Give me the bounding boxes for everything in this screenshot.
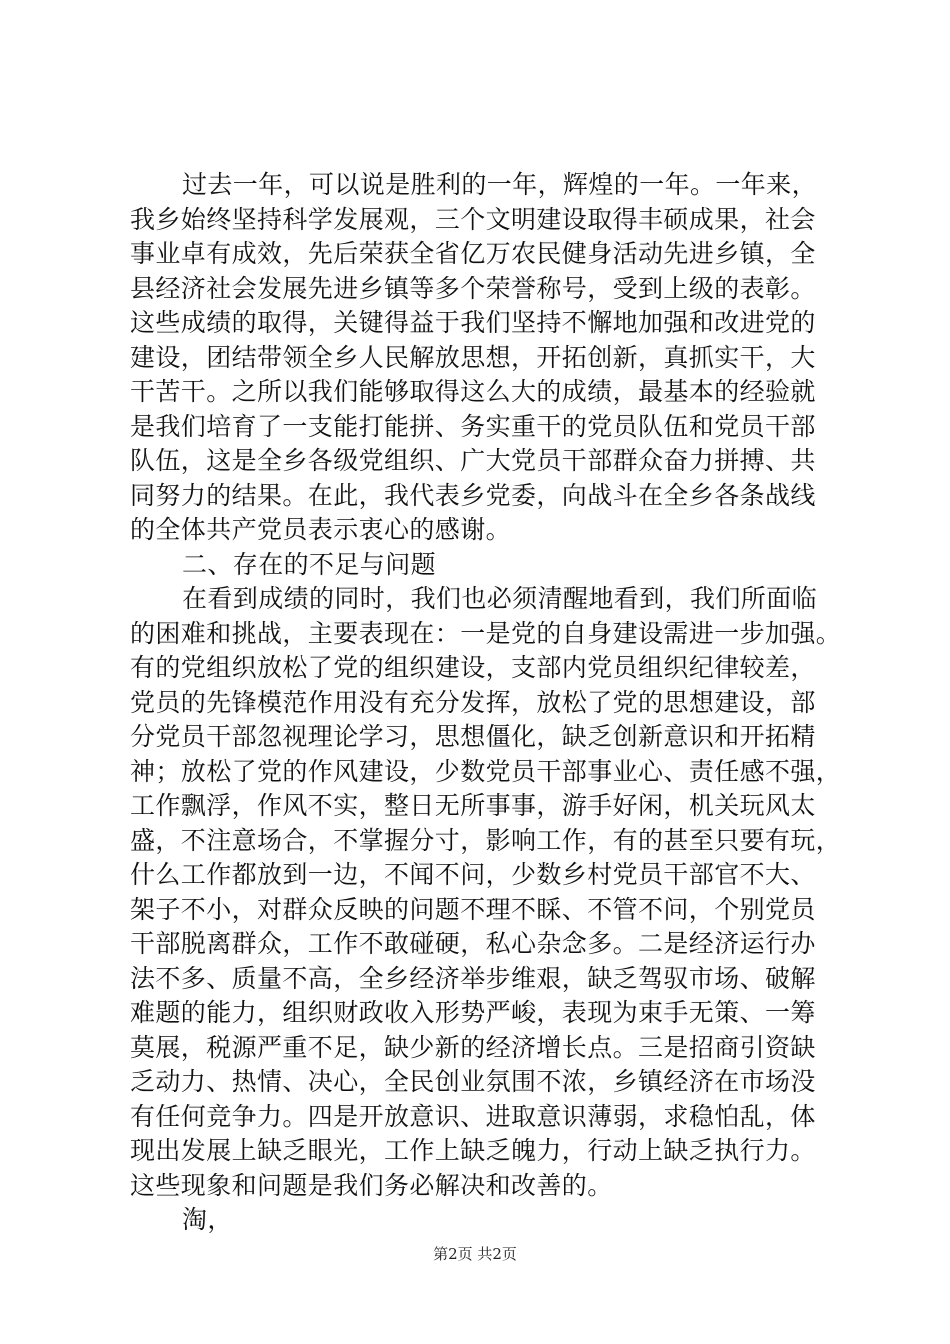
paragraph-line: 在看到成绩的同时，我们也必须清醒地看到，我们所面临 [182,584,818,613]
paragraph-line: 神；放松了党的作风建设，少数党员干部事业心、责任感不强， [130,756,842,786]
paragraph-line: 干苦干。之所以我们能够取得这么大的成绩，最基本的经验就 [130,377,816,406]
paragraph-line: 有任何竞争力。四是开放意识、进取意识薄弱，求稳怕乱，体 [130,1101,816,1131]
paragraph-line: 过去一年，可以说是胜利的一年，辉煌的一年。一年来， [182,170,818,199]
paragraph-line: 难题的能力，组织财政收入形势严峻，表现为束手无策、一筹 [130,998,816,1027]
paragraph-line: 队伍，这是全乡各级党组织、广大党员干部群众奋力拼搏、共 [130,446,816,475]
paragraph-line: 县经济社会发展先进乡镇等多个荣誉称号，受到上级的表彰。 [130,273,816,303]
paragraph-line: 现出发展上缺乏眼光，工作上缺乏魄力，行动上缺乏执行力。 [130,1136,816,1165]
paragraph-line: 干部脱离群众，工作不敢碰硬，私心杂念多。二是经济运行办 [130,929,816,958]
paragraph-line: 工作飘浮，作风不实，整日无所事事，游手好闲，机关玩风太 [130,791,816,820]
paragraph-line: 淘， [182,1205,233,1234]
paragraph-line: 这些现象和问题是我们务必解决和改善的。 [130,1170,613,1200]
paragraph-line: 有的党组织放松了党的组织建设，支部内党员组织纪律较差， [130,653,816,682]
paragraph-line: 是我们培育了一支能打能拼、务实重干的党员队伍和党员干部 [130,411,816,441]
paragraph-line: 盛，不注意场合，不掌握分寸，影响工作，有的甚至只要有玩， [130,825,842,855]
paragraph-line: 莫展，税源严重不足，缺少新的经济增长点。三是招商引资缺 [130,1032,816,1062]
paragraph-line: 我乡始终坚持科学发展观，三个文明建设取得丰硕成果，社会 [130,204,816,234]
page-number-footer: 第2页 共2页 [433,1245,517,1263]
paragraph-line: 的全体共产党员表示衷心的感谢。 [130,515,512,544]
paragraph-line: 法不多、质量不高，全乡经济举步维艰，缺乏驾驭市场、破解 [130,963,816,993]
paragraph-line: 同努力的结果。在此，我代表乡党委，向战斗在全乡各条战线 [130,480,816,510]
body-text [130,168,842,1238]
paragraph-line: 乏动力、热情、决心，全民创业氛围不浓，乡镇经济在市场没 [130,1067,816,1096]
paragraph-line: 党员的先锋模范作用没有充分发挥，放松了党的思想建设，部 [130,687,816,717]
paragraph-line: 分党员干部忽视理论学习，思想僵化，缺乏创新意识和开拓精 [130,722,816,751]
paragraph-line: 事业卓有成效，先后荣获全省亿万农民健身活动先进乡镇，全 [130,239,816,268]
paragraph-line: 架子不小，对群众反映的问题不理不睬、不管不问，个别党员 [130,894,816,924]
paragraph-line: 什么工作都放到一边，不闻不问，少数乡村党员干部官不大、 [130,860,816,889]
paragraph-line: 建设，团结带领全乡人民解放思想，开拓创新，真抓实干，大 [130,342,816,372]
paragraph-line: 这些成绩的取得，关键得益于我们坚持不懈地加强和改进党的 [130,308,816,337]
section-heading: 二、存在的不足与问题 [182,549,437,579]
paragraph-line: 的困难和挑战，主要表现在：一是党的自身建设需进一步加强。 [130,618,842,648]
